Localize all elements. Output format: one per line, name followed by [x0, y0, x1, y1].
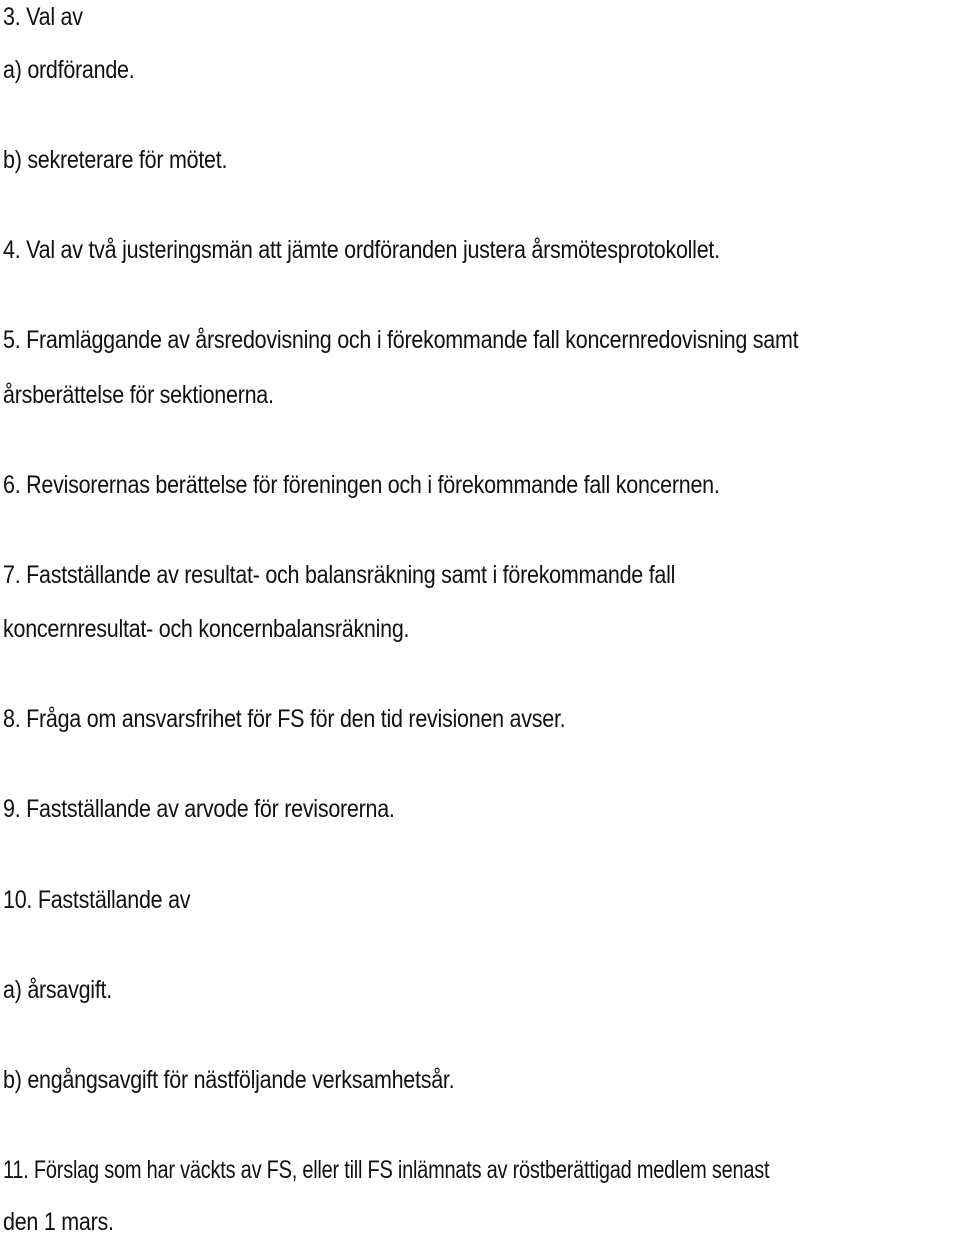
item-7-line-2: koncernresultat- och koncernbalansräkning. — [3, 615, 410, 643]
item-5-line-2: årsberättelse för sektionerna. — [3, 381, 274, 409]
item-6: 6. Revisorernas berättelse för föreningen och i förekommande fall koncernen. — [3, 471, 720, 499]
item-4: 4. Val av två justeringsmän att jämte ordföranden justera årsmötesprotokollet. — [3, 236, 720, 264]
item-8: 8. Fråga om ansvarsfrihet för FS för den tid revisionen avser. — [3, 705, 566, 733]
item-5-line-1: 5. Framläggande av årsredovisning och i förekommande fall koncernredovisning samt — [3, 326, 799, 354]
item-10b: b) engångsavgift för nästföljande verksamhetsår. — [3, 1066, 455, 1094]
item-11-line-1: 11. Förslag som har väckts av FS, eller till FS inlämnats av röstberättigad medlem senast — [3, 1156, 770, 1184]
item-10-heading: 10. Fastställande av — [3, 886, 191, 914]
item-3a: a) ordförande. — [3, 56, 135, 84]
item-9: 9. Fastställande av arvode för revisorerna. — [3, 795, 395, 823]
item-11-line-2: den 1 mars. — [3, 1208, 114, 1236]
item-3-heading: 3. Val av — [3, 3, 83, 31]
item-7-line-1: 7. Fastställande av resultat- och balansräkning samt i förekommande fall — [3, 561, 676, 589]
item-10a: a) årsavgift. — [3, 976, 112, 1004]
item-3b: b) sekreterare för mötet. — [3, 146, 228, 174]
